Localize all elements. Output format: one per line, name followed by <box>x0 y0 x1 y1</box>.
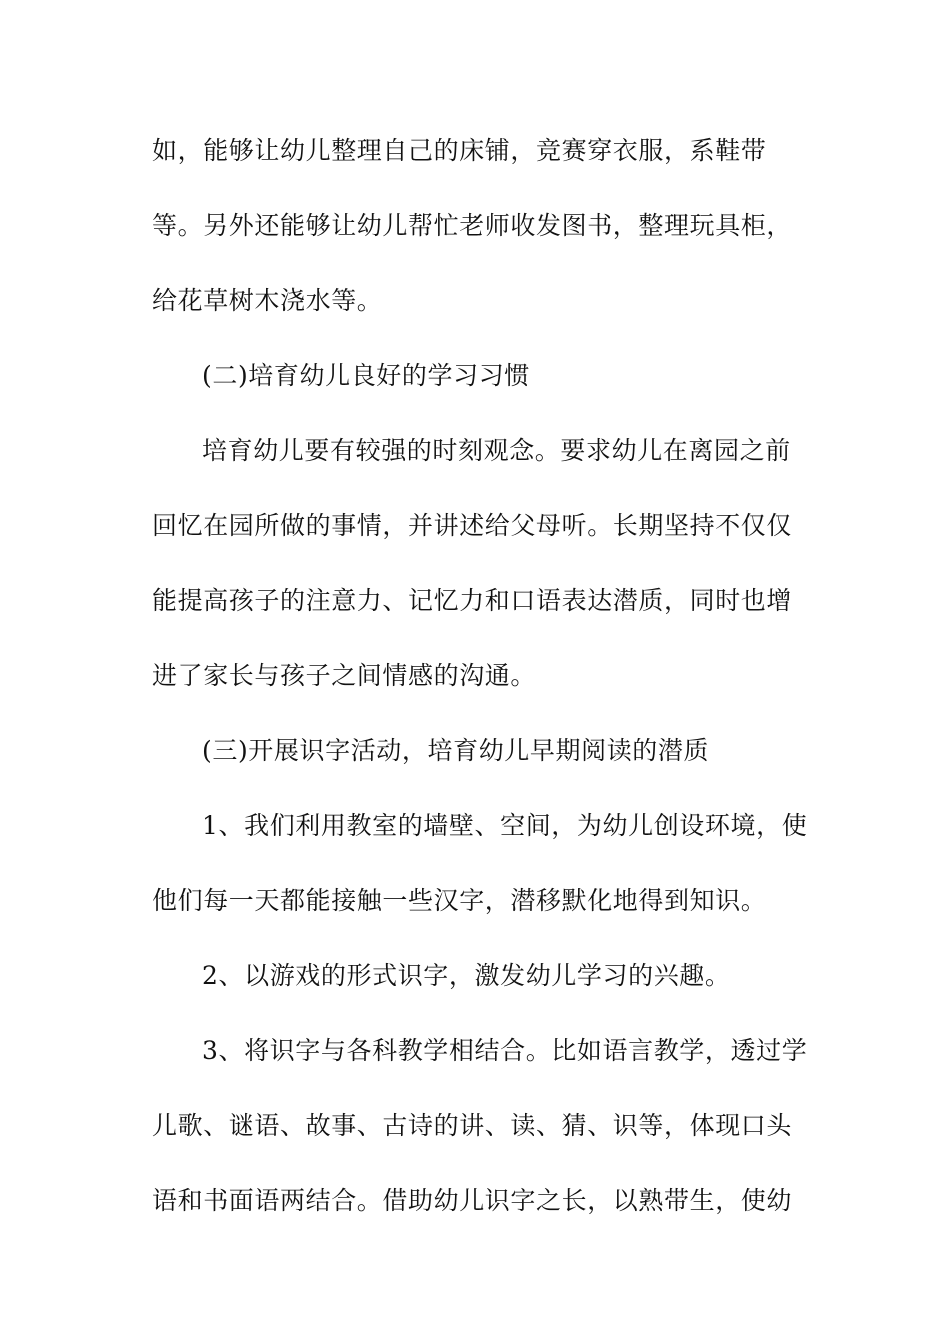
text-line: 能提高孩子的注意力、记忆力和口语表达潜质，同时也增 <box>152 586 793 615</box>
text-line: 回忆在园所做的事情，并讲述给父母听。长期坚持不仅仅 <box>152 511 793 540</box>
text-line: 儿歌、谜语、故事、古诗的讲、读、猜、识等，体现口头 <box>152 1111 793 1140</box>
text-line: 语和书面语两结合。借助幼儿识字之长，以熟带生，使幼 <box>152 1186 793 1215</box>
text-line: 如，能够让幼儿整理自己的床铺，竞赛穿衣服，系鞋带 <box>152 136 767 165</box>
text-line: 进了家长与孩子之间情感的沟通。 <box>152 661 537 690</box>
text-line: 给花草树木浇水等。 <box>152 286 383 315</box>
text-line: 1、我们利用教室的墙壁、空间，为幼儿创设环境，使 <box>202 811 808 840</box>
section-heading: (二)培育幼儿良好的学习习惯 <box>202 361 530 390</box>
text-line: 等。另外还能够让幼儿帮忙老师收发图书，整理玩具柜， <box>152 211 793 240</box>
text-line: 2、以游戏的形式识字，激发幼儿学习的兴趣。 <box>202 961 731 990</box>
section-heading: (三)开展识字活动，培育幼儿早期阅读的潜质 <box>202 736 710 765</box>
text-line: 培育幼儿要有较强的时刻观念。要求幼儿在离园之前 <box>202 436 791 465</box>
text-line: 3、将识字与各科教学相结合。比如语言教学，透过学 <box>202 1036 808 1065</box>
text-line: 他们每一天都能接触一些汉字，潜移默化地得到知识。 <box>152 886 767 915</box>
